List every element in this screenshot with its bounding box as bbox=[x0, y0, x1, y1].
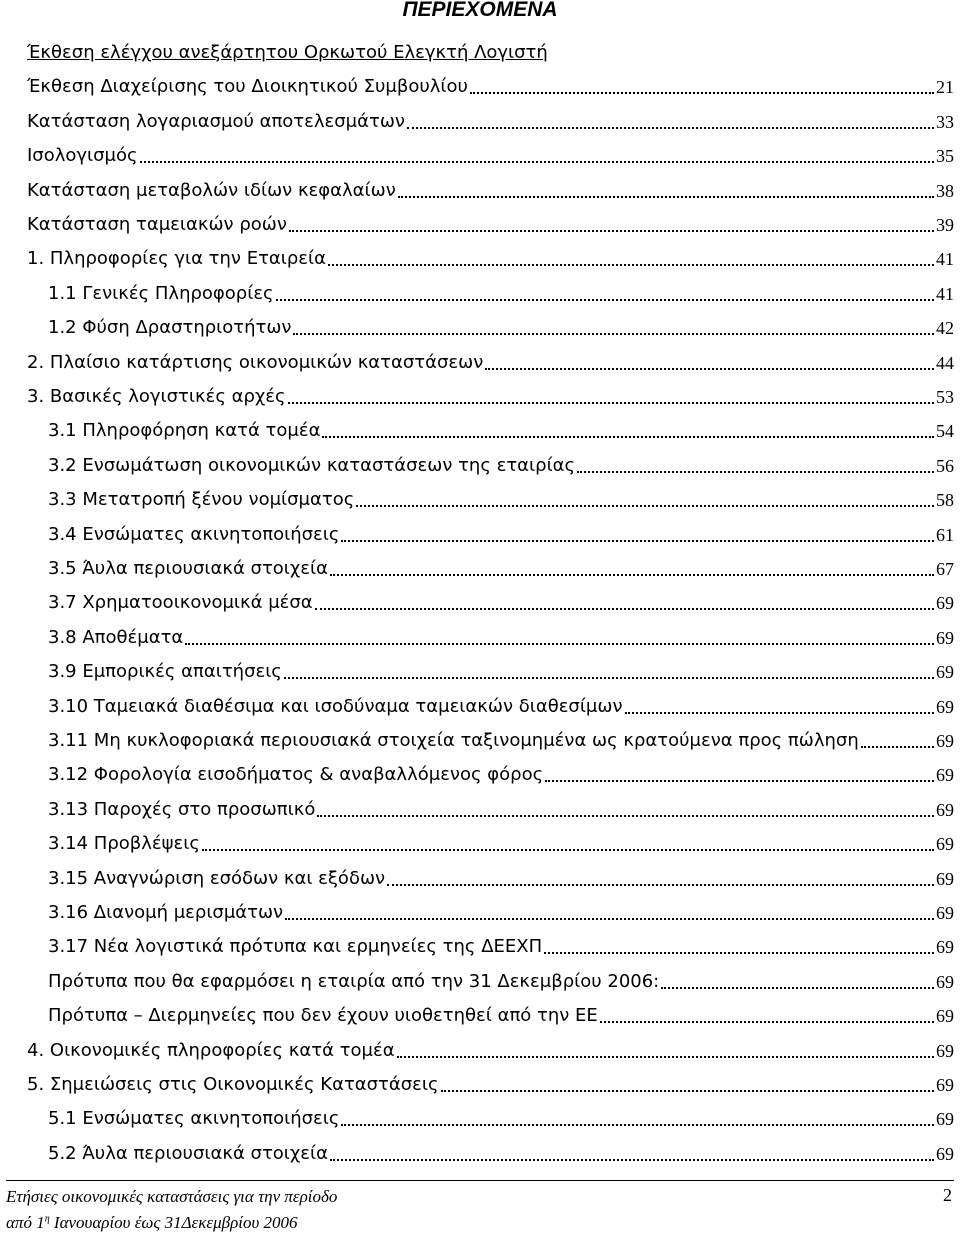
toc-entry[interactable] bbox=[48, 860, 954, 890]
toc-entry-label: Κατάσταση ταμειακών ροών bbox=[27, 214, 287, 235]
toc-entry[interactable] bbox=[27, 137, 954, 167]
toc-entry[interactable] bbox=[48, 894, 954, 924]
toc-entry-label: Ισολογισμός bbox=[27, 145, 138, 167]
toc-entry-page: 69 bbox=[936, 1109, 954, 1130]
toc-entry[interactable] bbox=[27, 206, 954, 236]
toc-entry-label: 1.2 Φύση Δραστηριοτήτων bbox=[48, 317, 292, 339]
toc-entry-label: 3. Βασικές λογιστικές αρχές bbox=[27, 386, 286, 407]
page-footer bbox=[6, 1180, 954, 1236]
footer-line-2-sup: η bbox=[44, 1213, 50, 1225]
toc-entry[interactable] bbox=[27, 1066, 954, 1096]
toc-entry-label: 3.11 Μη κυκλοφοριακά περιουσιακά στοιχεία ταξινομημένα ως κρατούμενα προς πώληση bbox=[48, 730, 859, 751]
footer-line-2 bbox=[6, 1213, 298, 1233]
toc-entry-label: Πρότυπα που θα εφαρμόσει η εταιρία από την 31 Δεκεμβρίου 2006: bbox=[48, 970, 660, 992]
toc-entry-page: 35 bbox=[936, 146, 954, 167]
toc-entry-label: 1. Πληροφορίες για την Εταιρεία bbox=[27, 248, 326, 270]
toc-entry[interactable] bbox=[48, 550, 954, 580]
dot-leader bbox=[441, 1090, 934, 1092]
dot-leader bbox=[661, 987, 934, 989]
toc-entry-label: 3.5 Άυλα περιουσιακά στοιχεία bbox=[48, 558, 328, 579]
dot-leader bbox=[202, 849, 934, 851]
toc-entry-page: 53 bbox=[936, 387, 954, 407]
toc-entry-page: 42 bbox=[936, 318, 954, 339]
toc-entry[interactable] bbox=[48, 412, 954, 442]
toc-entry-page: 69 bbox=[936, 593, 954, 614]
dot-leader bbox=[289, 230, 934, 232]
toc-entry-label: Κατάσταση λογαριασμού αποτελεσμάτων bbox=[27, 110, 405, 132]
dot-leader bbox=[625, 712, 934, 714]
page-title: ΠΕΡΙΕΧΟΜΕΝΑ bbox=[402, 0, 558, 21]
dot-leader bbox=[293, 333, 934, 335]
footer-line-1: Ετήσιες οικονομικές καταστάσεις για την περίοδο bbox=[6, 1187, 338, 1206]
toc-entry-label: Έκθεση ελέγχου ανεξάρτητου Ορκωτού Ελεγκτή Λογιστή bbox=[27, 42, 548, 63]
toc-entry-page: 69 bbox=[936, 1143, 954, 1164]
dot-leader bbox=[600, 1021, 934, 1023]
toc-entry[interactable] bbox=[48, 688, 954, 718]
dot-leader bbox=[330, 574, 934, 576]
toc-entry[interactable] bbox=[27, 1032, 954, 1062]
dot-leader bbox=[322, 436, 934, 438]
toc-entry-page: 67 bbox=[936, 559, 954, 579]
toc-entry[interactable] bbox=[48, 309, 954, 339]
toc-entry-page: 39 bbox=[936, 215, 954, 235]
dot-leader bbox=[407, 127, 934, 129]
toc-entry[interactable] bbox=[48, 928, 954, 958]
toc-entry[interactable] bbox=[27, 34, 954, 64]
toc-entry-label: 3.13 Παροχές στο προσωπικό bbox=[48, 798, 316, 820]
toc-entry-label: 4. Οικονομικές πληροφορίες κατά τομέα bbox=[27, 1039, 395, 1061]
dot-leader bbox=[317, 815, 934, 817]
toc-entry-label: 3.2 Ενσωμάτωση οικονομικών καταστάσεων της εταιρίας bbox=[48, 454, 576, 476]
toc-entry-label: 3.8 Αποθέματα bbox=[48, 626, 184, 648]
dot-leader bbox=[387, 884, 934, 886]
toc-entry-label: 5. Σημειώσεις στις Οικονομικές Καταστάσεις bbox=[27, 1074, 439, 1095]
toc-entry-label: Πρότυπα – Διερμηνείες που δεν έχουν υιοθετηθεί από την ΕΕ bbox=[48, 1005, 598, 1027]
toc-entry[interactable] bbox=[48, 963, 954, 993]
dot-leader bbox=[577, 471, 934, 473]
toc-entry-page: 41 bbox=[936, 249, 954, 270]
dot-leader bbox=[140, 161, 934, 163]
toc-entry-page: 69 bbox=[936, 799, 954, 820]
toc-entry[interactable] bbox=[27, 378, 954, 408]
dot-leader bbox=[544, 952, 934, 954]
toc-entry[interactable] bbox=[48, 756, 954, 786]
dot-leader bbox=[341, 540, 934, 542]
toc-entry-page: 44 bbox=[936, 352, 954, 373]
dot-leader bbox=[485, 368, 934, 370]
toc-entry[interactable] bbox=[48, 722, 954, 752]
dot-leader bbox=[861, 746, 934, 748]
toc-entry[interactable] bbox=[48, 1135, 954, 1165]
toc-entry-page: 56 bbox=[936, 455, 954, 476]
toc-entry-page: 69 bbox=[936, 662, 954, 683]
toc-entry-label: 3.9 Εμπορικές απαιτήσεις bbox=[48, 661, 282, 683]
toc-entry[interactable] bbox=[48, 653, 954, 683]
toc-entry-page: 54 bbox=[936, 421, 954, 442]
toc-entry-label: 3.16 Διανομή μερισμάτων bbox=[48, 902, 284, 923]
footer-line-2-prefix: από 1 bbox=[6, 1213, 45, 1232]
dot-leader bbox=[284, 677, 934, 679]
toc-entry-label: 3.3 Μετατροπή ξένου νομίσματος bbox=[48, 489, 355, 511]
toc-entry-page: 33 bbox=[936, 111, 954, 132]
dot-leader bbox=[356, 505, 934, 507]
toc-entry-page: 69 bbox=[936, 765, 954, 786]
toc-entry-label: 5.2 Άυλα περιουσιακά στοιχεία bbox=[48, 1142, 328, 1164]
toc-entry-page: 58 bbox=[936, 490, 954, 511]
toc-entry-label: 3.4 Ενσώματες ακινητοποιήσεις bbox=[48, 523, 340, 545]
toc-entry-page: 69 bbox=[936, 1040, 954, 1061]
dot-leader bbox=[330, 1159, 934, 1161]
toc-entry-page: 69 bbox=[936, 868, 954, 889]
toc-entry[interactable] bbox=[27, 68, 954, 98]
toc-entry-label: 3.1 Πληροφόρηση κατά τομέα bbox=[48, 420, 321, 442]
toc-entry[interactable] bbox=[27, 240, 954, 270]
toc-entry-page: 21 bbox=[936, 77, 954, 98]
toc-entry-label: 3.10 Ταμειακά διαθέσιμα και ισοδύναμα ταμειακών διαθεσίμων bbox=[48, 695, 623, 717]
toc-entry-label: 1.1 Γενικές Πληροφορίες bbox=[48, 282, 274, 304]
toc-entry-page: 69 bbox=[936, 903, 954, 923]
toc-entry-label: 3.7 Χρηματοοικονομικά μέσα bbox=[48, 592, 313, 614]
toc-entry-page: 69 bbox=[936, 1075, 954, 1095]
toc-entry[interactable] bbox=[48, 584, 954, 614]
dot-leader bbox=[315, 608, 934, 610]
toc-entry-label: 3.17 Νέα λογιστικά πρότυπα και ερμηνείες της ΔΕΕΧΠ bbox=[48, 936, 543, 958]
toc-entry[interactable] bbox=[48, 275, 954, 305]
dot-leader bbox=[285, 918, 934, 920]
toc-entry-page: 41 bbox=[936, 283, 954, 304]
toc-entry[interactable] bbox=[48, 516, 954, 546]
footer-page-number: 2 bbox=[943, 1185, 952, 1205]
footer-line-2-suffix: Ιανουαρίου έως 31Δεκεμβρίου 2006 bbox=[49, 1213, 298, 1232]
toc-entry[interactable] bbox=[48, 447, 954, 477]
toc-entry-label: Κατάσταση μεταβολών ιδίων κεφαλαίων bbox=[27, 179, 396, 201]
toc-entry-label: 3.15 Αναγνώριση εσόδων και εξόδων bbox=[48, 867, 386, 889]
dot-leader bbox=[470, 92, 934, 94]
toc-entry[interactable] bbox=[48, 1100, 954, 1130]
dot-leader bbox=[398, 196, 934, 198]
toc-entry-label: 3.12 Φορολογία εισοδήματος & αναβαλλόμενος φόρος bbox=[48, 764, 544, 786]
dot-leader bbox=[328, 264, 934, 266]
toc-entry-page: 69 bbox=[936, 627, 954, 648]
toc-entry-label: 2. Πλαίσιο κατάρτισης οικονομικών καταστάσεων bbox=[27, 351, 484, 373]
dot-leader bbox=[185, 643, 934, 645]
toc-entry[interactable] bbox=[48, 481, 954, 511]
toc-entry[interactable] bbox=[27, 344, 954, 374]
dot-leader bbox=[276, 299, 934, 301]
toc-entry-page: 69 bbox=[936, 971, 954, 992]
toc-entry-label: 3.14 Προβλέψεις bbox=[48, 833, 200, 855]
toc-entry-label: Έκθεση Διαχείρισης του Διοικητικού Συμβουλίου bbox=[27, 76, 468, 98]
dot-leader bbox=[341, 1124, 934, 1126]
toc-entry[interactable] bbox=[48, 791, 954, 821]
toc-entry-page: 69 bbox=[936, 1006, 954, 1027]
toc-entry-page: 38 bbox=[936, 180, 954, 201]
toc-entry[interactable] bbox=[48, 997, 954, 1027]
toc-entry[interactable] bbox=[27, 103, 954, 133]
dot-leader bbox=[545, 780, 934, 782]
toc-entry-page: 69 bbox=[936, 937, 954, 958]
dot-leader bbox=[288, 402, 934, 404]
dot-leader bbox=[397, 1056, 934, 1058]
toc-entry-page: 69 bbox=[936, 731, 954, 751]
toc-entry-page: 69 bbox=[936, 696, 954, 717]
toc-entry[interactable] bbox=[48, 619, 954, 649]
toc-entry[interactable] bbox=[48, 825, 954, 855]
toc-entry-page: 61 bbox=[936, 524, 954, 545]
toc-entry[interactable] bbox=[27, 172, 954, 202]
toc-entry-label: 5.1 Ενσώματες ακινητοποιήσεις bbox=[48, 1108, 340, 1130]
toc-entry-page: 69 bbox=[936, 834, 954, 855]
